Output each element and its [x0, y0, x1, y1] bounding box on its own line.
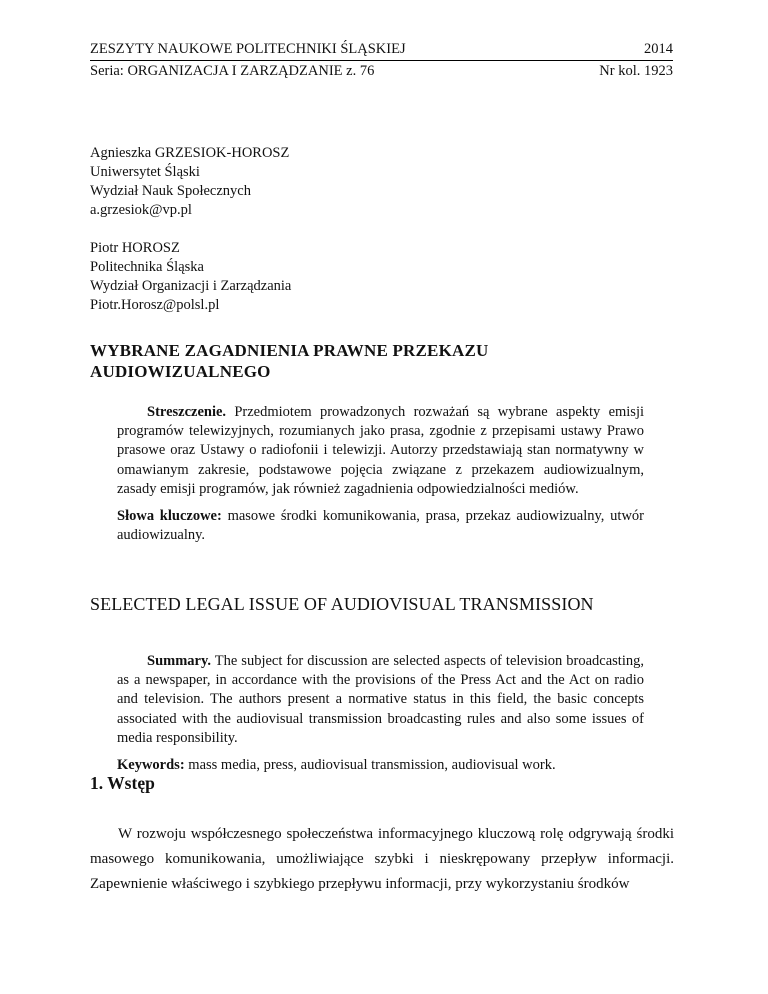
author-faculty: Wydział Nauk Społecznych [90, 183, 251, 199]
paper-title-polish: WYBRANE ZAGADNIENIA PRAWNE PRZEKAZU AUDIOWIZUALNEGO [90, 341, 489, 381]
header-rule [90, 60, 673, 61]
author-email: a.grzesiok@vp.pl [90, 202, 192, 218]
body-text [90, 822, 674, 896]
keywords-label: Keywords: [117, 757, 185, 774]
section-heading: 1. Wstęp [90, 773, 155, 793]
abstract-text: Przedmiotem prowadzonych rozważań są wybrane aspekty emisji programów telewizyjnych, rozumianych jako prasa, zgodnie z przepisami ustawy Prawo prasowe oraz Ustawy o radiofonii i telewizji. Autorzy przedstawiają stan normatywny w omawianym zakresie, podstawowe pojęcia związane z przekazem audiowizualnym, zasady emisji programów, jak również zagadnienia odpowiedzialności mediów. [117, 404, 645, 497]
running-header [90, 40, 673, 81]
author-name: Piotr HOROSZ [90, 240, 180, 256]
abstract-english [117, 652, 644, 775]
keywords-text: masowe środki komunikowania, prasa, przekaz audiowizualny, utwór audiowizualny. [117, 508, 645, 544]
author-block [90, 144, 291, 220]
author-email: Piotr.Horosz@polsl.pl [90, 297, 220, 313]
keywords-line [117, 507, 644, 545]
abstract-polish [117, 403, 644, 545]
summary-label: Summary. [147, 653, 212, 669]
author-faculty: Wydział Organizacji i Zarządzania [90, 278, 292, 294]
series-name: Seria: ORGANIZACJA I ZARZĄDZANIE z. 76 [90, 63, 375, 79]
author-name: Agnieszka GRZESIOK-HOROSZ [90, 145, 290, 161]
journal-name: ZESZYTY NAUKOWE POLITECHNIKI ŚLĄSKIEJ [90, 41, 406, 57]
publication-year: 2014 [644, 41, 673, 57]
keywords-label: Słowa kluczowe: [117, 508, 222, 525]
abstract-paragraph [117, 403, 644, 499]
author-block [90, 239, 291, 315]
summary-text: The subject for discussion are selected aspects of television broadcasting, as a newspaper, in accordance with the provisions of the Press Act and the Act on radio and television. The authors present a normative status in this field, the basic concepts associated with the audiovisual transmission broadcasting rules and also some issues of media responsibility. [117, 653, 644, 746]
keywords-line [117, 756, 644, 775]
abstract-label: Streszczenie. [147, 404, 227, 420]
summary-paragraph [117, 652, 644, 748]
volume-number: Nr kol. 1923 [599, 63, 673, 79]
author-affiliations [90, 144, 291, 334]
author-university: Politechnika Śląska [90, 259, 204, 275]
body-paragraph: W rozwoju współczesnego społeczeństwa informacyjnego kluczową rolę odgrywają środki masowego komunikowania, umożliwiające szybki i nieskrępowany przepływ informacji. Zapewnienie właściwego i szybkiego przepływu informacji, przy wykorzystaniu środków [90, 826, 674, 892]
author-university: Uniwersytet Śląski [90, 164, 200, 180]
paper-title-english: SELECTED LEGAL ISSUE OF AUDIOVISUAL TRANSMISSION [90, 594, 594, 614]
keywords-text: mass media, press, audiovisual transmission, audiovisual work. [188, 757, 556, 774]
